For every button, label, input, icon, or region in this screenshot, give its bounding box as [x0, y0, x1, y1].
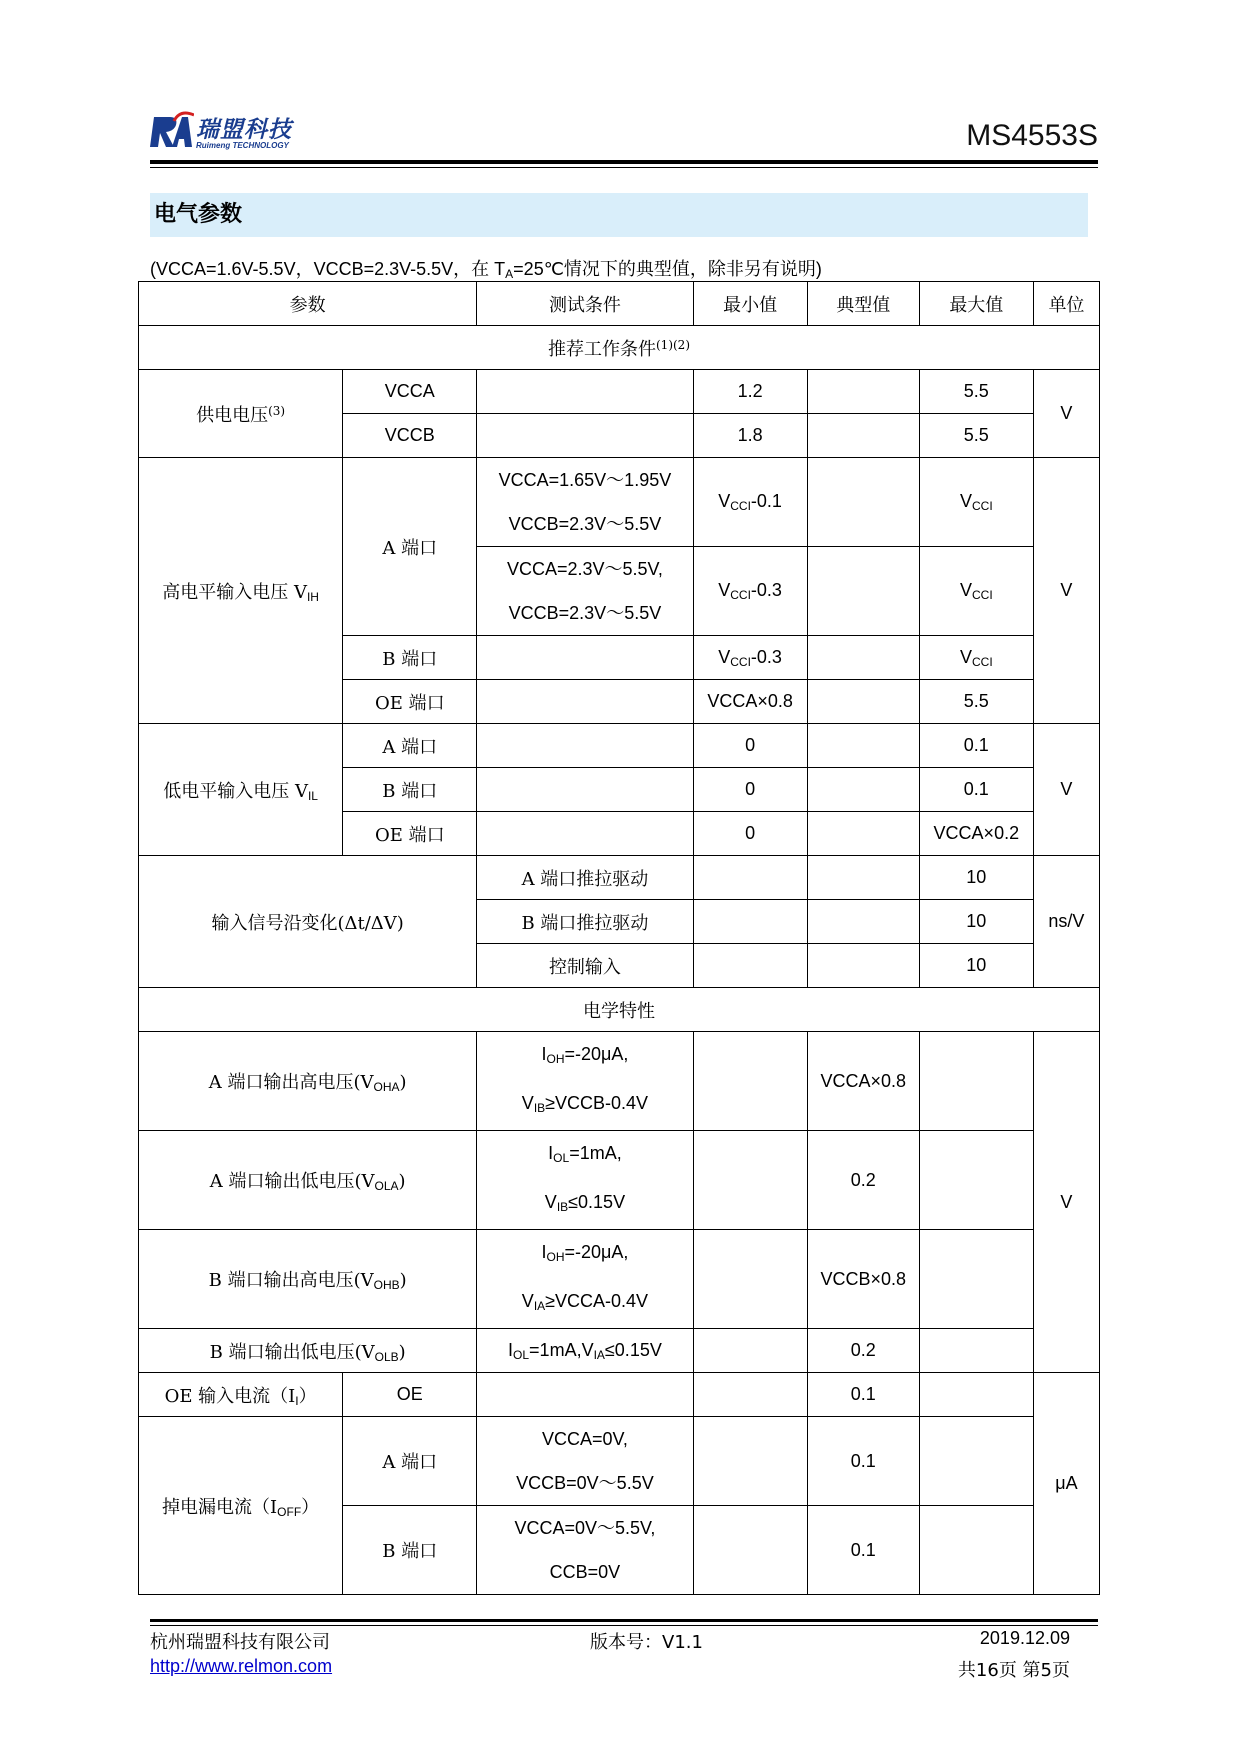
typ-cell: 0.1: [807, 1506, 919, 1595]
typ-cell: [807, 636, 919, 680]
unit-cell: ns/V: [1033, 856, 1099, 988]
header-cell: 最大值: [919, 282, 1033, 326]
cond-cell: [477, 768, 693, 812]
header-cell: 最小值: [693, 282, 807, 326]
section-row: [139, 326, 1100, 370]
max-cell: [919, 1329, 1033, 1373]
min-cell: [693, 900, 807, 944]
cond-cell: $I_{OL}=1mA$, $V_{IB}\le 0.15V$: [477, 1131, 693, 1230]
min-cell: [693, 944, 807, 988]
typ-cell: [807, 856, 919, 900]
cond-cell: VCCA=2.3V～5.5V, VCCB=2.3V～5.5V: [477, 547, 693, 636]
sub-param-cell: B 端口: [343, 636, 477, 680]
min-cell: [693, 1032, 807, 1131]
unit-cell: V: [1033, 1032, 1099, 1373]
sub-param-cell: A 端口: [343, 724, 477, 768]
typ-cell: [807, 680, 919, 724]
max-cell: 0.1: [919, 724, 1033, 768]
cond-cell: [477, 1373, 693, 1417]
table-row: [139, 1230, 1100, 1329]
param-cell: B 端口输出高电压$(V_{OHB})$: [139, 1230, 477, 1329]
max-cell: $V_{CCI}$: [919, 458, 1033, 547]
min-cell: [693, 1506, 807, 1595]
max-cell: $V_{CCI}$: [919, 547, 1033, 636]
page-header: [150, 105, 1098, 167]
electrical-characteristics-title: 电学特性: [139, 988, 1100, 1032]
model-number: MS4553S: [966, 119, 1098, 152]
cond-cell: $I_{OH}=-20\mu A$, $V_{IB}\ge VCCB-0.4V$: [477, 1032, 693, 1131]
company-name: 杭州瑞盟科技有限公司: [150, 1632, 330, 1653]
param-cell: 掉电漏电流$(I_{OFF})$: [139, 1417, 343, 1595]
typ-cell: [807, 944, 919, 988]
section-title: 电气参数: [150, 193, 1088, 237]
table-row: [139, 1417, 1100, 1506]
sub-param-cell: OE: [343, 1373, 477, 1417]
sub-param-cell: VCCA: [343, 370, 477, 414]
max-cell: 5.5: [919, 680, 1033, 724]
min-cell: [693, 1230, 807, 1329]
max-cell: [919, 1032, 1033, 1131]
logo-mark-icon: [150, 111, 194, 155]
cond-cell: B 端口推拉驱动: [477, 900, 693, 944]
max-cell: 10: [919, 856, 1033, 900]
table-row: [139, 370, 1100, 414]
company-logo: [150, 111, 310, 161]
version-label: 版本号：V1.1: [590, 1632, 703, 1653]
page-indicator: 共16页 第5页: [957, 1660, 1070, 1681]
min-cell: [693, 1373, 807, 1417]
cond-cell: [477, 636, 693, 680]
min-cell: [693, 1329, 807, 1373]
min-cell: [693, 1131, 807, 1230]
table-row: [139, 458, 1100, 547]
typ-cell: 0.2: [807, 1131, 919, 1230]
min-cell: [693, 856, 807, 900]
typ-cell: [807, 547, 919, 636]
max-cell: $V_{CCI}$: [919, 636, 1033, 680]
cond-cell: [477, 724, 693, 768]
sub-param-cell: A 端口: [343, 458, 477, 636]
max-cell: [919, 1230, 1033, 1329]
logo-chinese-text: 瑞盟科技: [196, 117, 292, 143]
release-date: 2019.12.09: [979, 1628, 1070, 1648]
cond-cell: 控制输入: [477, 944, 693, 988]
param-cell: 供电电压$^{(3)}$: [139, 370, 343, 458]
max-cell: [919, 1417, 1033, 1506]
table-row: [139, 1131, 1100, 1230]
typ-cell: 0.2: [807, 1329, 919, 1373]
cond-cell: $I_{OH}=-20\mu A$, $V_{IA}\ge VCCA-0.4V$: [477, 1230, 693, 1329]
table-row: [139, 1329, 1100, 1373]
typ-cell: [807, 370, 919, 414]
table-header-row: [139, 282, 1100, 326]
header-cell: 典型值: [807, 282, 919, 326]
typ-cell: 0.1: [807, 1373, 919, 1417]
max-cell: [919, 1131, 1033, 1230]
cond-cell: VCCA=1.65V～1.95V VCCB=2.3V～5.5V: [477, 458, 693, 547]
cond-cell: VCCA=0V, VCCB=0V～5.5V: [477, 1417, 693, 1506]
sub-param-cell: OE 端口: [343, 812, 477, 856]
typ-cell: [807, 768, 919, 812]
footer-divider-thin: [150, 1625, 1098, 1626]
header-divider: [150, 160, 1098, 164]
page-footer: [150, 1628, 1070, 1688]
min-cell: 0: [693, 768, 807, 812]
recommended-conditions-title: 推荐工作条件$^{(1)(2)}$: [139, 326, 1100, 370]
min-cell: $V_{CCI}-0.1$: [693, 458, 807, 547]
table-row: [139, 724, 1100, 768]
max-cell: 5.5: [919, 414, 1033, 458]
param-cell: A 端口输出高电压$(V_{OHA})$: [139, 1032, 477, 1131]
max-cell: 10: [919, 900, 1033, 944]
typ-cell: [807, 900, 919, 944]
min-cell: VCCA×0.8: [693, 680, 807, 724]
sub-param-cell: OE 端口: [343, 680, 477, 724]
unit-cell: μA: [1033, 1373, 1099, 1595]
max-cell: 5.5: [919, 370, 1033, 414]
typ-cell: [807, 458, 919, 547]
cond-cell: $I_{OL}=1mA,V_{IA}\le 0.15V$: [477, 1329, 693, 1373]
header-divider-thin: [150, 167, 1098, 168]
sub-param-cell: VCCB: [343, 414, 477, 458]
param-cell: 输入信号沿变化(Δt/ΔV): [139, 856, 477, 988]
max-cell: [919, 1506, 1033, 1595]
min-cell: $V_{CCI}-0.3$: [693, 636, 807, 680]
cond-cell: [477, 812, 693, 856]
typ-cell: VCCB×0.8: [807, 1230, 919, 1329]
sub-param-cell: B 端口: [343, 1506, 477, 1595]
min-cell: 1.8: [693, 414, 807, 458]
header-cell: 参数: [139, 282, 477, 326]
max-cell: 10: [919, 944, 1033, 988]
table-row: [139, 1373, 1100, 1417]
logo-english-text: Ruimeng TECHNOLOGY: [196, 141, 289, 150]
min-cell: 1.2: [693, 370, 807, 414]
cond-cell: [477, 680, 693, 724]
cond-cell: [477, 414, 693, 458]
cond-cell: VCCA=0V～5.5V, CCB=0V: [477, 1506, 693, 1595]
param-cell: B 端口输出低电压$(V_{OLB})$: [139, 1329, 477, 1373]
website-link[interactable]: http://www.relmon.com: [150, 1656, 333, 1676]
unit-cell: V: [1033, 724, 1099, 856]
header-cell: 测试条件: [477, 282, 693, 326]
table-row: [139, 856, 1100, 900]
min-cell: 0: [693, 812, 807, 856]
electrical-parameters-table: [138, 281, 1100, 1595]
table-row: [139, 1032, 1100, 1131]
typ-cell: [807, 724, 919, 768]
param-cell: OE 输入电流$(I_I)$: [139, 1373, 343, 1417]
min-cell: $V_{CCI}-0.3$: [693, 547, 807, 636]
test-condition-note: (VCCA=1.6V-5.5V，VCCB=2.3V-5.5V，在 $T_A=25℃$情况下的典型值，除非另有说明): [150, 259, 822, 281]
cond-cell: [477, 370, 693, 414]
typ-cell: [807, 812, 919, 856]
min-cell: [693, 1417, 807, 1506]
sub-param-cell: A 端口: [343, 1417, 477, 1506]
unit-cell: V: [1033, 458, 1099, 724]
sub-param-cell: B 端口: [343, 768, 477, 812]
min-cell: 0: [693, 724, 807, 768]
max-cell: [919, 1373, 1033, 1417]
typ-cell: 0.1: [807, 1417, 919, 1506]
section-row: [139, 988, 1100, 1032]
footer-divider: [150, 1619, 1098, 1622]
typ-cell: [807, 414, 919, 458]
param-cell: 高电平输入电压 $V_{IH}$: [139, 458, 343, 724]
param-cell: 低电平输入电压 $V_{IL}$: [139, 724, 343, 856]
cond-cell: A 端口推拉驱动: [477, 856, 693, 900]
header-cell: 单位: [1033, 282, 1099, 326]
unit-cell: V: [1033, 370, 1099, 458]
typ-cell: VCCA×0.8: [807, 1032, 919, 1131]
max-cell: VCCA×0.2: [919, 812, 1033, 856]
max-cell: 0.1: [919, 768, 1033, 812]
param-cell: A 端口输出低电压$(V_{OLA})$: [139, 1131, 477, 1230]
